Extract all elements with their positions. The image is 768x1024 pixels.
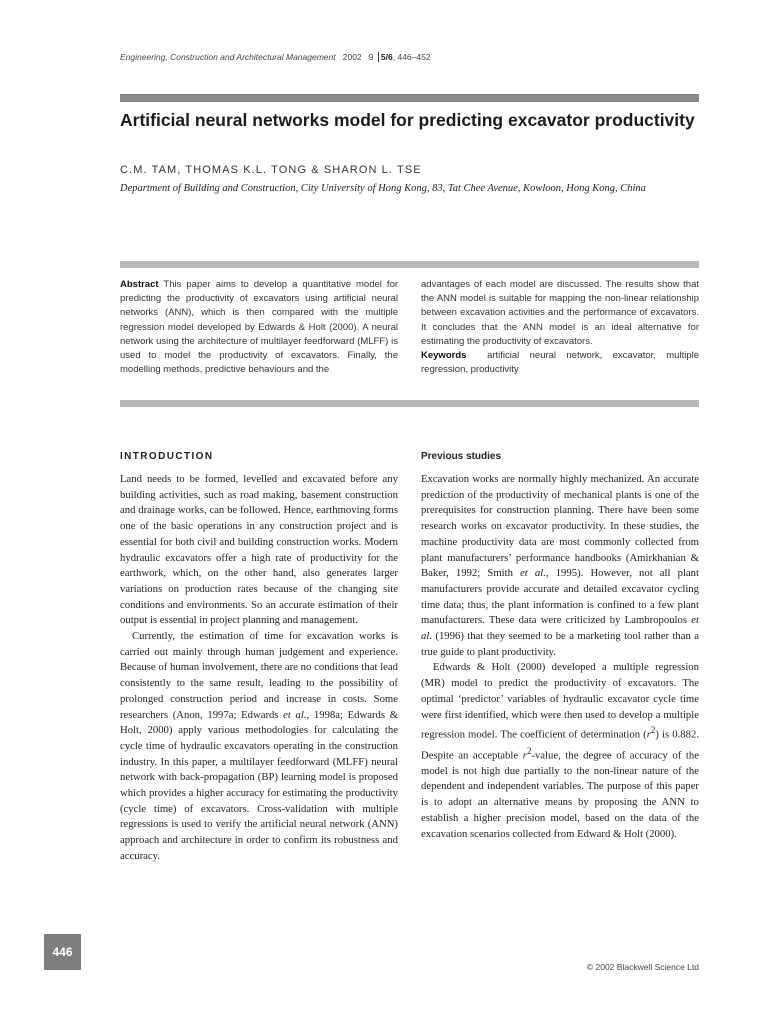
article-authors: C.M. TAM, THOMAS K.L. TONG & SHARON L. TSE: [120, 164, 422, 176]
journal-name: Engineering, Construction and Architectural Management: [120, 52, 336, 62]
introduction-heading: INTRODUCTION: [120, 451, 214, 462]
page-number-badge: 446: [44, 934, 81, 970]
title-rule: [120, 94, 699, 102]
abstract-text-left: This paper aims to develop a quantitative model for predicting the productivity of excavators using artificial neural networks (ANN), which is then compared with the multiple regression model developed by Edwards & Holt (2000). A neural network using the architecture of multilayer feedforward (MLFF) is used to model the productivity of excavators. Finally, the modelling methods, predictive behaviours and the: [120, 279, 399, 376]
abstract-text-right: advantages of each model are discussed. The results show that the ANN model is suitable for mapping the non-linear relationship between excavation activities and the performance of excavators. It concludes that the ANN model is an ideal alternative for estimating the productivity of excavators.: [421, 279, 699, 347]
abstract-left-column: [120, 278, 398, 377]
journal-pages: 446–452: [397, 52, 431, 62]
intro-paragraph-2: Currently, the estimation of time for excavation works is carried out mainly through human judgement and experience. Because of human involvement, there are no conditions that lead consistently to the same result, leading to the possibility of prolonged construction period and increase in costs. Some researchers (Anon, 1997a; Edwards et al., 1998a; Edwards & Holt, 2000) apply various methodologies for calculating the cycle time of hydraulic excavators operating in the construction industry. In this paper, a multilayer feedforward (MLFF) neural network with back-propagation (BP) learning model is proposed which provides a higher accuracy for estimating the productivity (cycle time) of excavators. Cross-validation with multiple regressions is used to verify the artificial neural network (ANN) approach and architecture in order to confirm its robustness and accuracy.: [120, 630, 399, 862]
previous-studies-heading: Previous studies: [421, 451, 502, 462]
abstract-bottom-rule: [120, 400, 699, 407]
prev-paragraph-1: Excavation works are normally highly mechanized. An accurate prediction of the productivity of mechanical plants is one of the prerequisites for construction planning. There have been some research works on excavator productivity. In these studies, the machine productivity data are most commonly collected from plant manufacturers’ performance handbooks (Amirkhanian & Baker, 1992; Smith et al., 1995). However, not all plant manufacturers provide accurate and detailed excavator cycling time data; thus, the plant information is confined to a few plant manufacturers. These data were criticized by Lambropoulos et al. (1996) that they seemed to be a marketing tool rather than a true guide to plant productivity.: [421, 473, 699, 658]
previous-studies-body: [421, 472, 699, 842]
keywords-label: Keywords: [421, 350, 467, 362]
abstract-label: Abstract: [120, 279, 159, 290]
intro-paragraph-1: Land needs to be formed, levelled and excavated before any building activities, such as road making, basement construction and drainage works, can be followed. Hence, earthmoving forms one of the basic operations in any construction project and is essential for both civil and building construction works. Modern hydraulic excavators offer a high rate of productivity for the earthwork, which, on the other hand, also generates larger variations on production rates because of the changing site conditions and environments. So an accurate estimation of their output is essential in project planning and management.: [120, 473, 398, 627]
journal-year: 2002: [342, 52, 362, 62]
article-title: Artificial neural networks model for predicting excavator productivity: [120, 110, 695, 130]
journal-header: Engineering, Construction and Architectural Management 2002 9 5/6, 446–452: [120, 52, 431, 62]
keywords-text: artificial neural network, excavator, multiple regression, productivity: [421, 350, 700, 376]
copyright-notice: © 2002 Blackwell Science Ltd: [586, 962, 699, 972]
introduction-body: [120, 472, 398, 865]
abstract-right-column: [421, 278, 699, 377]
journal-issue: 5/6: [380, 52, 393, 62]
prev-paragraph-2: Edwards & Holt (2000) developed a multiple regression (MR) model to predict the productivity of excavators. The optimal ‘predictor’ variables of hydraulic excavator cycle time were first identified, which were then used to develop a multiple regression model. The coefficient of determination $(r^2)$ is 0.882. Despite an acceptable $r^2$-value, the degree of accuracy of the model is not high due partially to the non-linear nature of the dependent and independent variables. The purpose of this paper is to adopt an alternative means by proposing the ANN to establish a higher precision model, based on the data of the excavation scenarios collected from Edward & Holt (2000).: [421, 661, 700, 840]
abstract-top-rule: [120, 261, 699, 268]
article-affiliation: Department of Building and Construction, City University of Hong Kong, 83, Tat Chee Avenue, Kowloon, Hong Kong, China: [120, 183, 646, 194]
header-divider: [378, 52, 379, 62]
journal-volume: 9: [368, 52, 374, 62]
